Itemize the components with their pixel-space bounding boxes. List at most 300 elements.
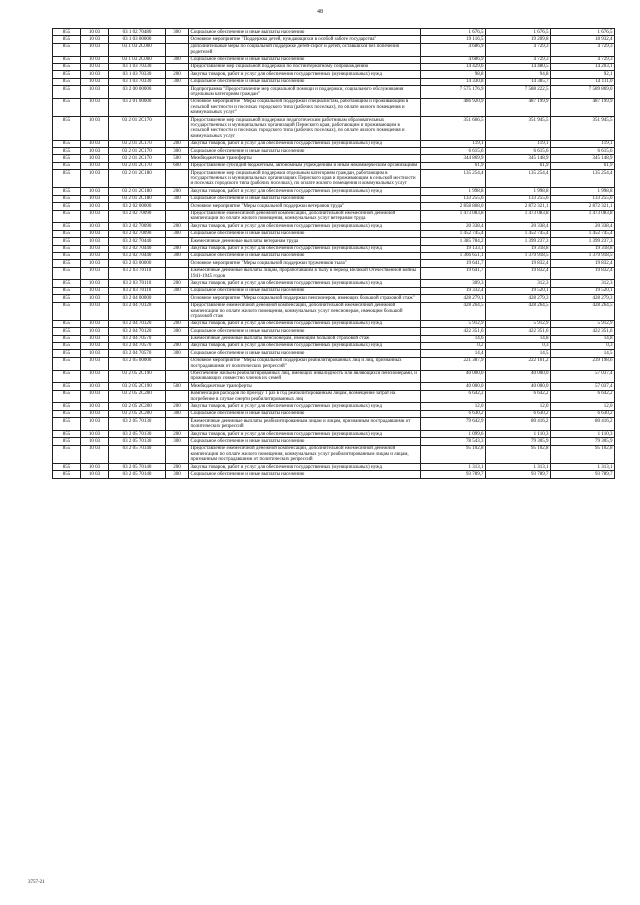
cell-admin-code: 855 xyxy=(53,29,81,36)
cell-admin-code: 855 xyxy=(53,431,81,438)
cell-name: Предоставление субсидий бюджетным, автономным учреждениям и иным некоммерческим организациям xyxy=(189,162,421,169)
cell-amount-year3: 14,8 xyxy=(551,335,615,342)
cell-admin-code: 855 xyxy=(53,260,81,267)
cell-name: Социальное обеспечение и иные выплаты населению xyxy=(189,148,421,155)
cell-name: Социальное обеспечение и иные выплаты населению xyxy=(189,471,421,478)
table-row xyxy=(53,56,615,63)
cell-name: Закупка товаров, работ и услуг для обеспечения государственных (муниципальных) нужд xyxy=(189,140,421,147)
cell-expense-type: 300 xyxy=(166,56,189,63)
cell-amount-year1: 78 543,3 xyxy=(421,438,486,445)
cell-target-article: 03 2 04 70570 xyxy=(109,350,166,357)
cell-target-article: 03 2 05 2С200 xyxy=(109,403,166,410)
cell-amount-year1: 14,6 xyxy=(421,335,486,342)
cell-amount-year3: 95 102,8 xyxy=(551,445,615,463)
cell-expense-type xyxy=(166,267,189,280)
cell-name: Компенсация расходов по проезду 1 раз в год реабилитированным лицам, возмещение затрат на погребение в случае смерти реабилитированных лиц xyxy=(189,390,421,403)
cell-target-article: 03 1 03 2С060 xyxy=(109,56,166,63)
cell-target-article: 03 1 03 00000 xyxy=(109,36,166,43)
cell-amount-year3: 422 351,6 xyxy=(551,328,615,335)
cell-expense-type xyxy=(166,170,189,188)
cell-target-article: 03 2 01 00000 xyxy=(109,98,166,116)
cell-name: Основное мероприятие "Меры социальной поддержки тружеников тыла" xyxy=(189,260,421,267)
cell-name: Закупка товаров, работ и услуг для обеспечения государственных (муниципальных) нужд xyxy=(189,245,421,252)
cell-admin-code: 855 xyxy=(53,403,81,410)
cell-amount-year2: 95 102,8 xyxy=(486,445,551,463)
cell-amount-year2: 14 385,7 xyxy=(486,78,551,85)
cell-section-code: 10 03 xyxy=(81,328,109,335)
cell-name: Закупка товаров, работ и услуг для обеспечения государственных (муниципальных) нужд xyxy=(189,464,421,471)
cell-amount-year2: 135 254,4 xyxy=(486,170,551,188)
cell-amount-year3: 4 729,3 xyxy=(551,56,615,63)
cell-name: Основное мероприятие "Меры социальной поддержки ветеранов труда" xyxy=(189,203,421,210)
cell-amount-year1: 5 912,9 xyxy=(421,320,486,327)
table-row xyxy=(53,71,615,78)
cell-amount-year1: 20 338,4 xyxy=(421,223,486,230)
cell-expense-type xyxy=(166,335,189,342)
cell-target-article: 03 2 01 2С170 xyxy=(109,148,166,155)
cell-name: Социальное обеспечение и иные выплаты населению xyxy=(189,230,421,237)
cell-amount-year3: 79 305,9 xyxy=(551,438,615,445)
cell-section-code: 10 03 xyxy=(81,438,109,445)
cell-name: Социальное обеспечение и иные выплаты населению xyxy=(189,410,421,417)
cell-amount-year1: 19 641,7 xyxy=(421,267,486,280)
cell-name: Предоставление мер социальной поддержки по постинтернатному сопровождению xyxy=(189,63,421,70)
cell-admin-code: 855 xyxy=(53,140,81,147)
cell-amount-year2: 1 473 083,8 xyxy=(486,210,551,223)
cell-target-article: 03 2 04 70120 xyxy=(109,320,166,327)
cell-amount-year2: 6 642,2 xyxy=(486,390,551,403)
cell-target-article: 03 2 05 2С190 xyxy=(109,370,166,383)
cell-admin-code: 855 xyxy=(53,63,81,70)
cell-amount-year3: 1 473 083,8 xyxy=(551,210,615,223)
table-row xyxy=(53,78,615,85)
cell-section-code: 10 03 xyxy=(81,383,109,390)
cell-target-article: 03 2 04 70570 xyxy=(109,335,166,342)
cell-section-code: 10 03 xyxy=(81,86,109,99)
cell-admin-code: 855 xyxy=(53,357,81,370)
cell-admin-code: 855 xyxy=(53,383,81,390)
cell-amount-year2: 2 872 321,1 xyxy=(486,203,551,210)
table-row xyxy=(53,230,615,237)
cell-admin-code: 855 xyxy=(53,245,81,252)
cell-expense-type xyxy=(166,210,189,223)
cell-expense-type: 200 xyxy=(166,431,189,438)
cell-amount-year2: 12,0 xyxy=(486,403,551,410)
cell-name: Закупка товаров, работ и услуг для обеспечения государственных (муниципальных) нужд xyxy=(189,431,421,438)
cell-amount-year1: 61,9 xyxy=(421,162,486,169)
cell-expense-type: 300 xyxy=(166,410,189,417)
cell-expense-type: 300 xyxy=(166,230,189,237)
table-row xyxy=(53,210,615,223)
cell-admin-code: 855 xyxy=(53,438,81,445)
cell-admin-code: 855 xyxy=(53,170,81,188)
cell-admin-code: 855 xyxy=(53,203,81,210)
cell-amount-year2: 1 998,8 xyxy=(486,188,551,195)
cell-expense-type: 600 xyxy=(166,162,189,169)
cell-expense-type: 200 xyxy=(166,280,189,287)
table-row xyxy=(53,287,615,294)
cell-expense-type: 200 xyxy=(166,342,189,349)
cell-amount-year1: 1 676,5 xyxy=(421,29,486,36)
cell-amount-year2: 19 832,4 xyxy=(486,267,551,280)
cell-expense-type xyxy=(166,445,189,463)
cell-admin-code: 855 xyxy=(53,320,81,327)
cell-target-article: 03 2 05 70130 xyxy=(109,418,166,431)
cell-section-code: 10 03 xyxy=(81,195,109,202)
cell-amount-year1: 1 998,8 xyxy=(421,188,486,195)
cell-name: Социальное обеспечение и иные выплаты населению xyxy=(189,78,421,85)
table-row xyxy=(53,162,615,169)
cell-section-code: 10 03 xyxy=(81,71,109,78)
cell-admin-code: 855 xyxy=(53,410,81,417)
cell-admin-code: 855 xyxy=(53,78,81,85)
cell-admin-code: 855 xyxy=(53,188,81,195)
cell-name: Предоставление мер социальной поддержки педагогическим работникам образовательных государственных и муниципальных организаций Пермского края, работающим и проживающим в сельской местности и поселках городского типа (рабочих поселках), по оплате жилого помещения и коммунальных услуг xyxy=(189,117,421,141)
table-row xyxy=(53,98,615,116)
cell-amount-year2: 6 630,2 xyxy=(486,410,551,417)
cell-admin-code: 855 xyxy=(53,155,81,162)
cell-section-code: 10 03 xyxy=(81,403,109,410)
cell-amount-year3: 135 254,4 xyxy=(551,170,615,188)
cell-amount-year2: 351 945,5 xyxy=(486,117,551,141)
cell-section-code: 10 03 xyxy=(81,410,109,417)
cell-amount-year2: 422 351,6 xyxy=(486,328,551,335)
table-row xyxy=(53,390,615,403)
cell-name: Социальное обеспечение и иные выплаты населению xyxy=(189,29,421,36)
cell-name: Социальное обеспечение и иные выплаты населению xyxy=(189,350,421,357)
table-row xyxy=(53,464,615,471)
cell-amount-year1: 40 000,0 xyxy=(421,383,486,390)
cell-amount-year3: 12,0 xyxy=(551,403,615,410)
cell-expense-type xyxy=(166,357,189,370)
cell-amount-year2: 14,5 xyxy=(486,350,551,357)
cell-target-article: 03 2 01 2С170 xyxy=(109,140,166,147)
cell-amount-year1: 14 429,6 xyxy=(421,63,486,70)
cell-amount-year1: 6 642,2 xyxy=(421,390,486,403)
cell-amount-year2: 93 789,7 xyxy=(486,471,551,478)
table-row xyxy=(53,170,615,188)
cell-amount-year1: 14 330,8 xyxy=(421,78,486,85)
cell-admin-code: 855 xyxy=(53,56,81,63)
cell-admin-code: 855 xyxy=(53,117,81,141)
cell-amount-year1: 1 473 083,8 xyxy=(421,210,486,223)
cell-amount-year1: 1 313,1 xyxy=(421,464,486,471)
cell-target-article: 03 2 01 2С170 xyxy=(109,155,166,162)
cell-name: Предоставление ежемесячной денежной компенсации, дополнительной ежемесячной денежной компенсации по оплате жилого помещения, коммунальных услуг пенсионерам, имеющим большой страховой стаж xyxy=(189,302,421,320)
cell-name: Межбюджетные трансферты xyxy=(189,383,421,390)
cell-section-code: 10 03 xyxy=(81,56,109,63)
cell-expense-type xyxy=(166,36,189,43)
cell-target-article: 03 2 05 00000 xyxy=(109,357,166,370)
cell-amount-year2: 94,8 xyxy=(486,71,551,78)
cell-target-article: 03 2 00 00000 xyxy=(109,86,166,99)
cell-name: Закупка товаров, работ и услуг для обеспечения государственных (муниципальных) нужд xyxy=(189,188,421,195)
cell-section-code: 10 03 xyxy=(81,302,109,320)
cell-name: Социальное обеспечение и иные выплаты населению xyxy=(189,195,421,202)
cell-admin-code: 855 xyxy=(53,287,81,294)
cell-amount-year1: 119,1 xyxy=(421,140,486,147)
cell-expense-type: 300 xyxy=(166,328,189,335)
cell-admin-code: 855 xyxy=(53,445,81,463)
cell-target-article: 03 2 04 70570 xyxy=(109,342,166,349)
cell-admin-code: 855 xyxy=(53,43,81,56)
cell-amount-year1: 98,8 xyxy=(421,71,486,78)
cell-amount-year1: 6 615,6 xyxy=(421,148,486,155)
cell-amount-year3: 0,3 xyxy=(551,342,615,349)
cell-name: Закупка товаров, работ и услуг для обеспечения государственных (муниципальных) нужд xyxy=(189,403,421,410)
cell-admin-code: 855 xyxy=(53,210,81,223)
cell-expense-type xyxy=(166,63,189,70)
cell-expense-type: 300 xyxy=(166,471,189,478)
cell-amount-year2: 14,8 xyxy=(486,335,551,342)
cell-target-article: 03 2 05 70130 xyxy=(109,438,166,445)
cell-section-code: 10 03 xyxy=(81,230,109,237)
cell-amount-year1: 19 641,7 xyxy=(421,260,486,267)
cell-amount-year3: 119,1 xyxy=(551,140,615,147)
cell-amount-year1: 351 666,5 xyxy=(421,117,486,141)
cell-name: Дополнительные меры по социальной поддержке детей-сирот и детей, оставшихся без попечения родителей xyxy=(189,43,421,56)
table-row xyxy=(53,370,615,383)
table-row xyxy=(53,357,615,370)
cell-amount-year1: 135 254,4 xyxy=(421,170,486,188)
cell-amount-year3: 1 313,1 xyxy=(551,464,615,471)
cell-section-code: 10 03 xyxy=(81,148,109,155)
cell-section-code: 10 03 xyxy=(81,203,109,210)
table-row xyxy=(53,245,615,252)
cell-amount-year3: 1 998,8 xyxy=(551,188,615,195)
table-row xyxy=(53,36,615,43)
cell-name: Ежемесячные денежные выплаты реабилитированным лицам и лицам, признанным пострадавшими от политических репрессий xyxy=(189,418,421,431)
cell-amount-year1: 1 366 651,1 xyxy=(421,252,486,259)
footer-code: 3757-21 xyxy=(28,880,45,885)
cell-amount-year3: 1 379 918,5 xyxy=(551,252,615,259)
table-row xyxy=(53,195,615,202)
cell-section-code: 10 03 xyxy=(81,155,109,162)
cell-expense-type xyxy=(166,370,189,383)
cell-name: Обеспечение жильем реабилитированных лиц, имеющих инвалидность или являющихся пенсионерами, и проживающих совместно членов их семей xyxy=(189,370,421,383)
cell-amount-year3: 487 199,9 xyxy=(551,98,615,116)
table-row xyxy=(53,252,615,259)
cell-amount-year3: 20 338,4 xyxy=(551,223,615,230)
table-row xyxy=(53,383,615,390)
cell-name: Закупка товаров, работ и услуг для обеспечения государственных (муниципальных) нужд xyxy=(189,320,421,327)
table-row xyxy=(53,86,615,99)
cell-target-article: 03 2 05 2С190 xyxy=(109,383,166,390)
table-row xyxy=(53,350,615,357)
table-body xyxy=(53,29,615,479)
cell-amount-year3: 19 832,4 xyxy=(551,260,615,267)
cell-amount-year3: 19 318,8 xyxy=(551,245,615,252)
cell-expense-type: 200 xyxy=(166,245,189,252)
cell-amount-year3: 19 520,1 xyxy=(551,287,615,294)
cell-section-code: 10 03 xyxy=(81,117,109,141)
cell-target-article: 03 2 01 2С180 xyxy=(109,170,166,188)
cell-amount-year3: 6 615,6 xyxy=(551,148,615,155)
cell-section-code: 10 03 xyxy=(81,267,109,280)
cell-amount-year1: 221 387,9 xyxy=(421,357,486,370)
cell-section-code: 10 03 xyxy=(81,390,109,403)
cell-name: Предоставление ежемесячной денежной компенсации, дополнительной ежемесячной денежной компенсации по оплате жилого помещения, коммунальных услуг реабилитированным лицам и лицам, признанным пострадавшими от политических репрессий xyxy=(189,445,421,463)
cell-target-article: 03 2 02 70440 xyxy=(109,252,166,259)
cell-amount-year2: 4 729,3 xyxy=(486,56,551,63)
cell-admin-code: 855 xyxy=(53,370,81,383)
cell-name: Закупка товаров, работ и услуг для обеспечения государственных (муниципальных) нужд xyxy=(189,223,421,230)
cell-amount-year2: 19 520,1 xyxy=(486,287,551,294)
cell-amount-year3: 239 198,6 xyxy=(551,357,615,370)
cell-admin-code: 855 xyxy=(53,471,81,478)
cell-target-article: 03 1 03 70330 xyxy=(109,78,166,85)
table-row xyxy=(53,342,615,349)
cell-section-code: 10 03 xyxy=(81,162,109,169)
cell-amount-year1: 6 630,2 xyxy=(421,410,486,417)
cell-target-article: 03 1 03 70330 xyxy=(109,63,166,70)
cell-name: Предоставление мер социальной поддержки отдельным категориям граждан, работающим в государственных и муниципальных организациях Пермского края и проживающим в сельской местности и поселках городского типа (рабочих поселках), по оплате жилого помещения и коммунальных услуг xyxy=(189,170,421,188)
cell-expense-type: 300 xyxy=(166,195,189,202)
cell-amount-year2: 222 161,2 xyxy=(486,357,551,370)
cell-admin-code: 855 xyxy=(53,98,81,116)
cell-section-code: 10 03 xyxy=(81,418,109,431)
cell-amount-year2: 19 832,4 xyxy=(486,260,551,267)
cell-amount-year2: 1 399 237,3 xyxy=(486,238,551,245)
cell-section-code: 10 03 xyxy=(81,238,109,245)
cell-admin-code: 855 xyxy=(53,418,81,431)
cell-amount-year3: 428 279,3 xyxy=(551,295,615,302)
table-row xyxy=(53,29,615,36)
cell-amount-year3: 14 111,0 xyxy=(551,78,615,85)
cell-section-code: 10 03 xyxy=(81,280,109,287)
cell-expense-type xyxy=(166,98,189,116)
cell-expense-type: 300 xyxy=(166,78,189,85)
cell-amount-year3: 6 630,2 xyxy=(551,410,615,417)
cell-amount-year2: 1 110,3 xyxy=(486,431,551,438)
cell-amount-year3: 18 932,4 xyxy=(551,36,615,43)
cell-expense-type: 300 xyxy=(166,252,189,259)
table-row xyxy=(53,410,615,417)
cell-amount-year2: 79 305,9 xyxy=(486,438,551,445)
cell-amount-year1: 0,2 xyxy=(421,342,486,349)
cell-target-article: 03 2 02 70440 xyxy=(109,245,166,252)
cell-amount-year3: 1 452 745,4 xyxy=(551,230,615,237)
cell-expense-type: 200 xyxy=(166,403,189,410)
cell-amount-year2: 40 000,0 xyxy=(486,383,551,390)
cell-name: Основное мероприятие "Меры социальной поддержки пенсионеров, имеющих большой страховой стаж" xyxy=(189,295,421,302)
cell-target-article: 03 2 02 70090 xyxy=(109,210,166,223)
cell-name: Социальное обеспечение и иные выплаты населению xyxy=(189,328,421,335)
cell-admin-code: 855 xyxy=(53,238,81,245)
cell-amount-year3: 19 832,4 xyxy=(551,267,615,280)
cell-target-article: 03 2 05 2С200 xyxy=(109,410,166,417)
cell-target-article: 03 2 02 70440 xyxy=(109,238,166,245)
table-row xyxy=(53,431,615,438)
cell-amount-year1: 422 351,6 xyxy=(421,328,486,335)
cell-amount-year1: 19 116,5 xyxy=(421,36,486,43)
cell-expense-type: 200 xyxy=(166,71,189,78)
cell-amount-year1: 133 255,6 xyxy=(421,195,486,202)
cell-amount-year1: 1 385 784,2 xyxy=(421,238,486,245)
cell-section-code: 10 03 xyxy=(81,357,109,370)
cell-target-article: 03 2 01 2С180 xyxy=(109,188,166,195)
cell-section-code: 10 03 xyxy=(81,98,109,116)
table-row xyxy=(53,188,615,195)
cell-amount-year2: 345 148,9 xyxy=(486,155,551,162)
cell-amount-year2: 428 264,5 xyxy=(486,302,551,320)
cell-amount-year1: 19 133,1 xyxy=(421,245,486,252)
table-row xyxy=(53,267,615,280)
cell-amount-year1: 40 000,0 xyxy=(421,370,486,383)
cell-name: Социальное обеспечение и иные выплаты населению xyxy=(189,287,421,294)
cell-admin-code: 855 xyxy=(53,148,81,155)
cell-name: Основное мероприятие "Меры социальной поддержки специалистам, работающим и проживающим в сельской местности и поселках городского типа (рабочих поселках), по оплате жилого помещения и коммунальных услуг" xyxy=(189,98,421,116)
cell-amount-year3: 14,5 xyxy=(551,350,615,357)
cell-amount-year3: 6 642,2 xyxy=(551,390,615,403)
cell-section-code: 10 03 xyxy=(81,188,109,195)
cell-amount-year2: 6 615,6 xyxy=(486,148,551,155)
cell-amount-year1: 2 858 868,0 xyxy=(421,203,486,210)
cell-section-code: 10 03 xyxy=(81,210,109,223)
table-row xyxy=(53,320,615,327)
cell-name: Подпрограмма "Предоставление мер социальной помощи и поддержки, социального обслуживания отдельным категориям граждан" xyxy=(189,86,421,99)
cell-admin-code: 855 xyxy=(53,342,81,349)
cell-amount-year2: 487 199,9 xyxy=(486,98,551,116)
cell-amount-year3: 133 255,6 xyxy=(551,195,615,202)
cell-expense-type: 200 xyxy=(166,188,189,195)
cell-amount-year2: 1 379 918,5 xyxy=(486,252,551,259)
cell-section-code: 10 03 xyxy=(81,29,109,36)
cell-target-article: 03 2 03 70110 xyxy=(109,280,166,287)
table-row xyxy=(53,328,615,335)
cell-amount-year1: 309,3 xyxy=(421,280,486,287)
cell-amount-year2: 428 279,3 xyxy=(486,295,551,302)
cell-section-code: 10 03 xyxy=(81,370,109,383)
cell-section-code: 10 03 xyxy=(81,170,109,188)
table-row xyxy=(53,238,615,245)
cell-section-code: 10 03 xyxy=(81,260,109,267)
budget-table xyxy=(52,28,615,479)
cell-amount-year3: 351 945,5 xyxy=(551,117,615,141)
cell-amount-year1: 486 920,9 xyxy=(421,98,486,116)
cell-amount-year1: 428 279,1 xyxy=(421,295,486,302)
cell-amount-year3: 1 676,5 xyxy=(551,29,615,36)
cell-admin-code: 855 xyxy=(53,162,81,169)
table-row xyxy=(53,43,615,56)
cell-amount-year2: 61,9 xyxy=(486,162,551,169)
cell-amount-year2: 119,1 xyxy=(486,140,551,147)
cell-amount-year2: 80 416,2 xyxy=(486,418,551,431)
cell-amount-year3: 14 203,1 xyxy=(551,63,615,70)
cell-target-article: 03 1 03 2С060 xyxy=(109,43,166,56)
table-row xyxy=(53,438,615,445)
cell-target-article: 03 2 03 00000 xyxy=(109,260,166,267)
cell-amount-year2: 40 000,0 xyxy=(486,370,551,383)
cell-section-code: 10 03 xyxy=(81,445,109,463)
cell-section-code: 10 03 xyxy=(81,295,109,302)
cell-name: Предоставление ежемесячной денежной компенсации, дополнительной ежемесячной денежной компенсации по оплате жилого помещения, коммунальных услуг ветеранам труда xyxy=(189,210,421,223)
cell-admin-code: 855 xyxy=(53,86,81,99)
cell-target-article: 03 2 05 70140 xyxy=(109,464,166,471)
cell-admin-code: 855 xyxy=(53,390,81,403)
cell-admin-code: 855 xyxy=(53,302,81,320)
cell-admin-code: 855 xyxy=(53,328,81,335)
table-row xyxy=(53,302,615,320)
cell-expense-type: 300 xyxy=(166,148,189,155)
cell-admin-code: 855 xyxy=(53,335,81,342)
cell-expense-type: 500 xyxy=(166,155,189,162)
table-row xyxy=(53,155,615,162)
cell-amount-year3: 4 729,3 xyxy=(551,43,615,56)
cell-section-code: 10 03 xyxy=(81,252,109,259)
cell-target-article: 03 2 01 2С170 xyxy=(109,117,166,141)
cell-target-article: 03 2 02 70090 xyxy=(109,230,166,237)
